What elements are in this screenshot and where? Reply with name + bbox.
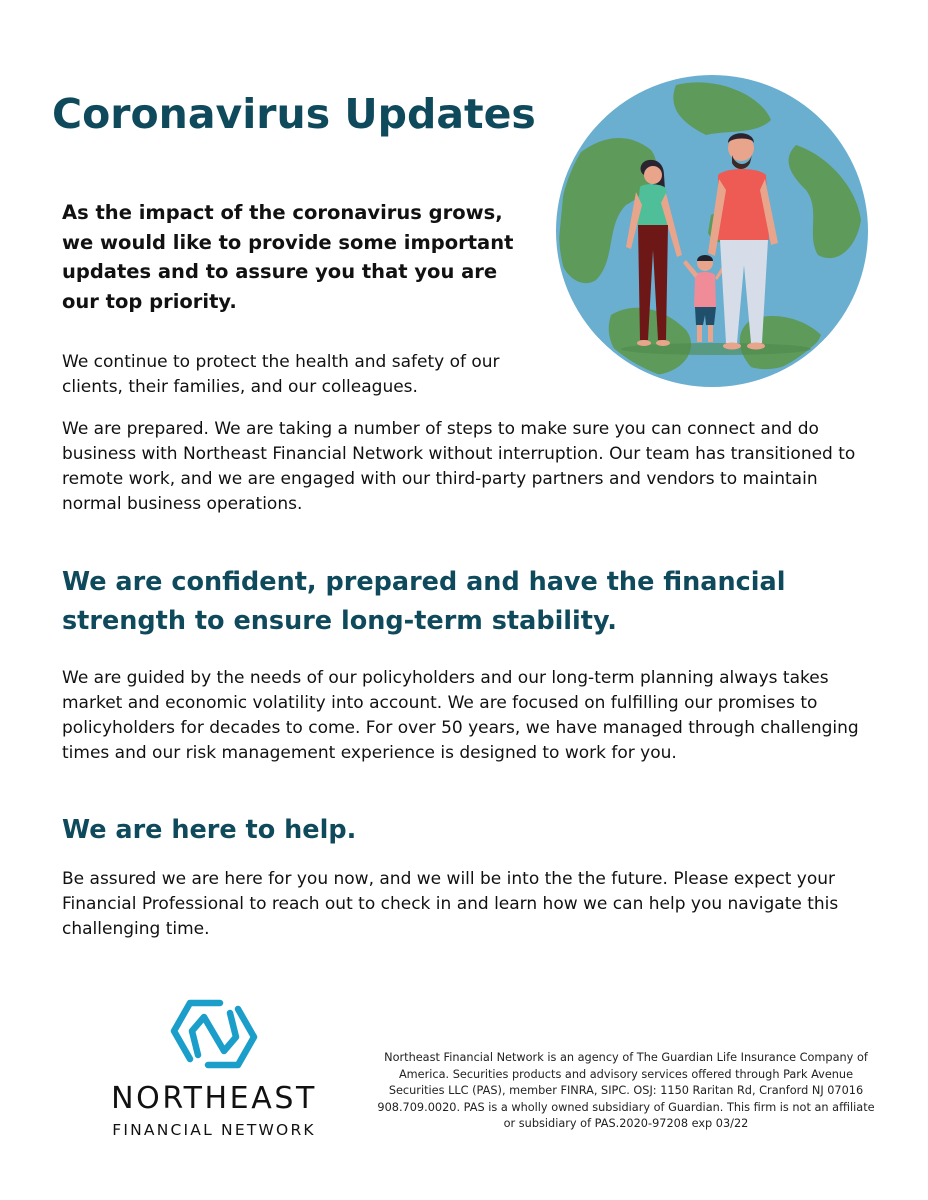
company-logo xyxy=(93,995,335,1145)
heading-confident: We are confident, prepared and have the financial strength to ensure long-term stability. xyxy=(62,567,786,636)
footer-disclaimer: Northeast Financial Network is an agency of The Guardian Life Insurance Company of America. Securities products and advisory services offered through Park Avenue Securities LLC (PAS), member FINRA, SIPC. OSJ: 1150 Raritan Rd, Cranford NJ 07016 908.709.0020. PAS is a wholly owned subsidiary of Guardian. This firm is not an affiliate or subsidiary of PAS.2020-97208 exp 03/22 xyxy=(377,1051,875,1130)
lead-paragraph: As the impact of the coronavirus grows, we would like to provide some important updates and to assure you that you are our top priority. xyxy=(62,201,514,313)
paragraph-health-safety: We continue to protect the health and safety of our clients, their families, and our colleagues. xyxy=(62,352,500,397)
logo-subtitle: FINANCIAL NETWORK xyxy=(112,1121,316,1139)
paragraph-prepared: We are prepared. We are taking a number of steps to make sure you can connect and do business with Northeast Financial Network without interruption. Our team has transitioned to remote work, and we are engaged with our third-party partners and vendors to maintain normal business operations. xyxy=(62,419,856,514)
paragraph-guided: We are guided by the needs of our policyholders and our long-term planning always takes market and economic volatility into account. We are focused on fulfilling our promises to policyholders for decades to come. For over 50 years, we have managed through challenging times and our risk management experience is designed to work for you. xyxy=(62,668,859,763)
page-title: Coronavirus Updates xyxy=(52,90,536,138)
paragraph-assured: Be assured we are here for you now, and we will be into the the future. Please expect your Financial Professional to reach out to check in and learn how we can help you navigate this challenging time. xyxy=(62,869,839,939)
heading-here-to-help: We are here to help. xyxy=(62,815,357,845)
family-on-globe-illustration xyxy=(556,75,868,387)
hexagon-n-logo-icon xyxy=(168,995,260,1073)
logo-name: NORTHEAST xyxy=(111,1081,317,1116)
